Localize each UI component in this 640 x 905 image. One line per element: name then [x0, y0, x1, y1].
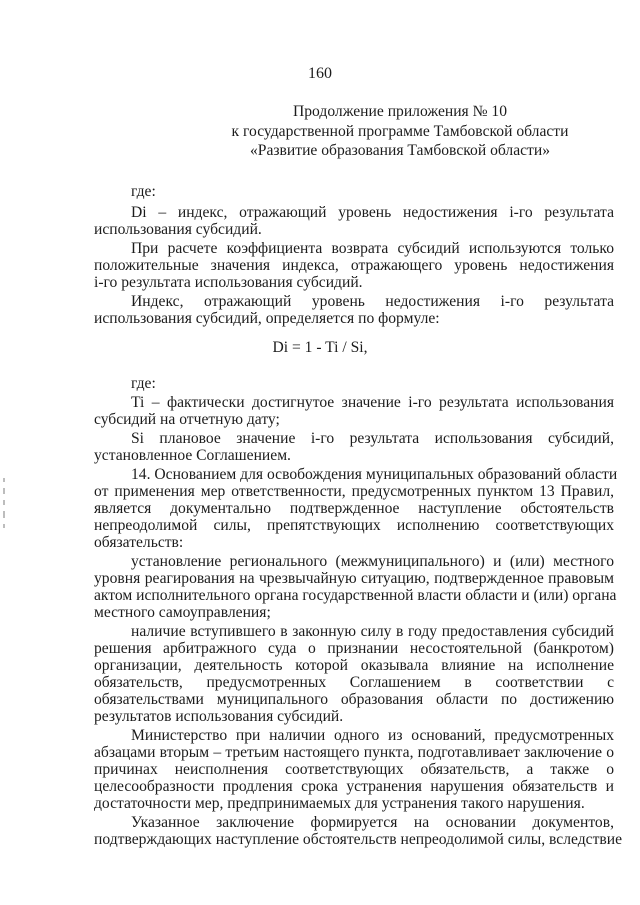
body-line: причинах неисполнения соответствующих обязательств, а также о	[94, 761, 614, 778]
body-line: актом исполнительного органа государственной власти области и (или) органа	[94, 587, 617, 604]
scan-artifact	[3, 524, 5, 528]
body-line: уровня реагирования на чрезвычайную ситуацию, подтвержденное правовым	[94, 570, 614, 587]
body-line: Министерство при наличии одного из оснований, предусмотренных	[131, 727, 614, 744]
body-line: где:	[131, 183, 156, 200]
body-line: 14. Основанием для освобождения муниципальных образований области	[131, 466, 618, 483]
body-line: обязательств, предусмотренных Соглашением в соответствии с	[94, 674, 614, 691]
body-line: достаточности мер, предпринимаемых для устранения такого нарушения.	[94, 795, 585, 812]
body-line: абзацами вторым – третьим настоящего пункта, подготавливает заключение о	[94, 744, 614, 761]
body-line: где:	[131, 375, 156, 392]
body-line: установленное Соглашением.	[94, 447, 291, 464]
body-line: Ti – фактически достигнутое значение i-го результата использования	[131, 394, 614, 411]
scan-artifact	[3, 488, 5, 494]
body-line: решения арбитражного суда о признании несостоятельной (банкротом)	[94, 640, 614, 657]
body-line: подтверждающих наступление обстоятельств непреодолимой силы, вследствие	[94, 831, 623, 848]
body-line: установление регионального (межмуниципального) и (или) местного	[131, 553, 614, 570]
body-line: положительные значения индекса, отражающего уровень недостижения	[94, 257, 614, 274]
body-line: использования субсидий, определяется по формуле:	[94, 310, 440, 327]
header-line: Продолжение приложения № 10	[292, 103, 507, 120]
scan-artifact	[3, 478, 5, 482]
body-line: непреодолимой силы, препятствующих исполнению соответствующих	[94, 517, 614, 534]
body-line: является документально подтвержденное наступление обстоятельств	[94, 500, 614, 517]
body-line: целесообразности продления срока устранения нарушения обязательств и	[94, 778, 614, 795]
formula: Di = 1 - Ti / Si,	[272, 339, 368, 356]
body-line: При расчете коэффициента возврата субсидий используются только	[131, 240, 614, 257]
body-line: обязательствами муниципального образования области по достижению	[94, 691, 614, 708]
appendix-header	[200, 102, 600, 161]
body-line: организации, деятельность которой оказывала влияние на исполнение	[94, 657, 614, 674]
body-line: использования субсидий.	[94, 221, 262, 238]
scan-artifact	[3, 500, 5, 505]
body-line: Di – индекс, отражающий уровень недостижения i-го результата	[131, 204, 614, 221]
body-line: обязательств:	[94, 534, 184, 551]
body-line: i-го результата использования субсидий.	[94, 274, 363, 291]
body-line: Индекс, отражающий уровень недостижения i-го результата	[131, 293, 614, 310]
page-number: 160	[308, 65, 332, 82]
header-line: «Развитие образования Тамбовской области»	[250, 142, 550, 159]
body-line: результатов использования субсидий.	[94, 708, 344, 725]
body-line: Si плановое значение i-го результата использования субсидий,	[131, 430, 614, 447]
body-line: субсидий на отчетную дату;	[94, 411, 280, 428]
body-line: местного самоуправления;	[94, 604, 271, 621]
body-line: наличие вступившего в законную силу в году предоставления субсидий	[131, 623, 614, 640]
body-line: Указанное заключение формируется на основании документов,	[131, 814, 614, 831]
scan-artifact	[3, 511, 5, 518]
body-line: от применения мер ответственности, предусмотренных пунктом 13 Правил,	[94, 483, 614, 500]
header-line: к государственной программе Тамбовской области	[231, 122, 569, 140]
